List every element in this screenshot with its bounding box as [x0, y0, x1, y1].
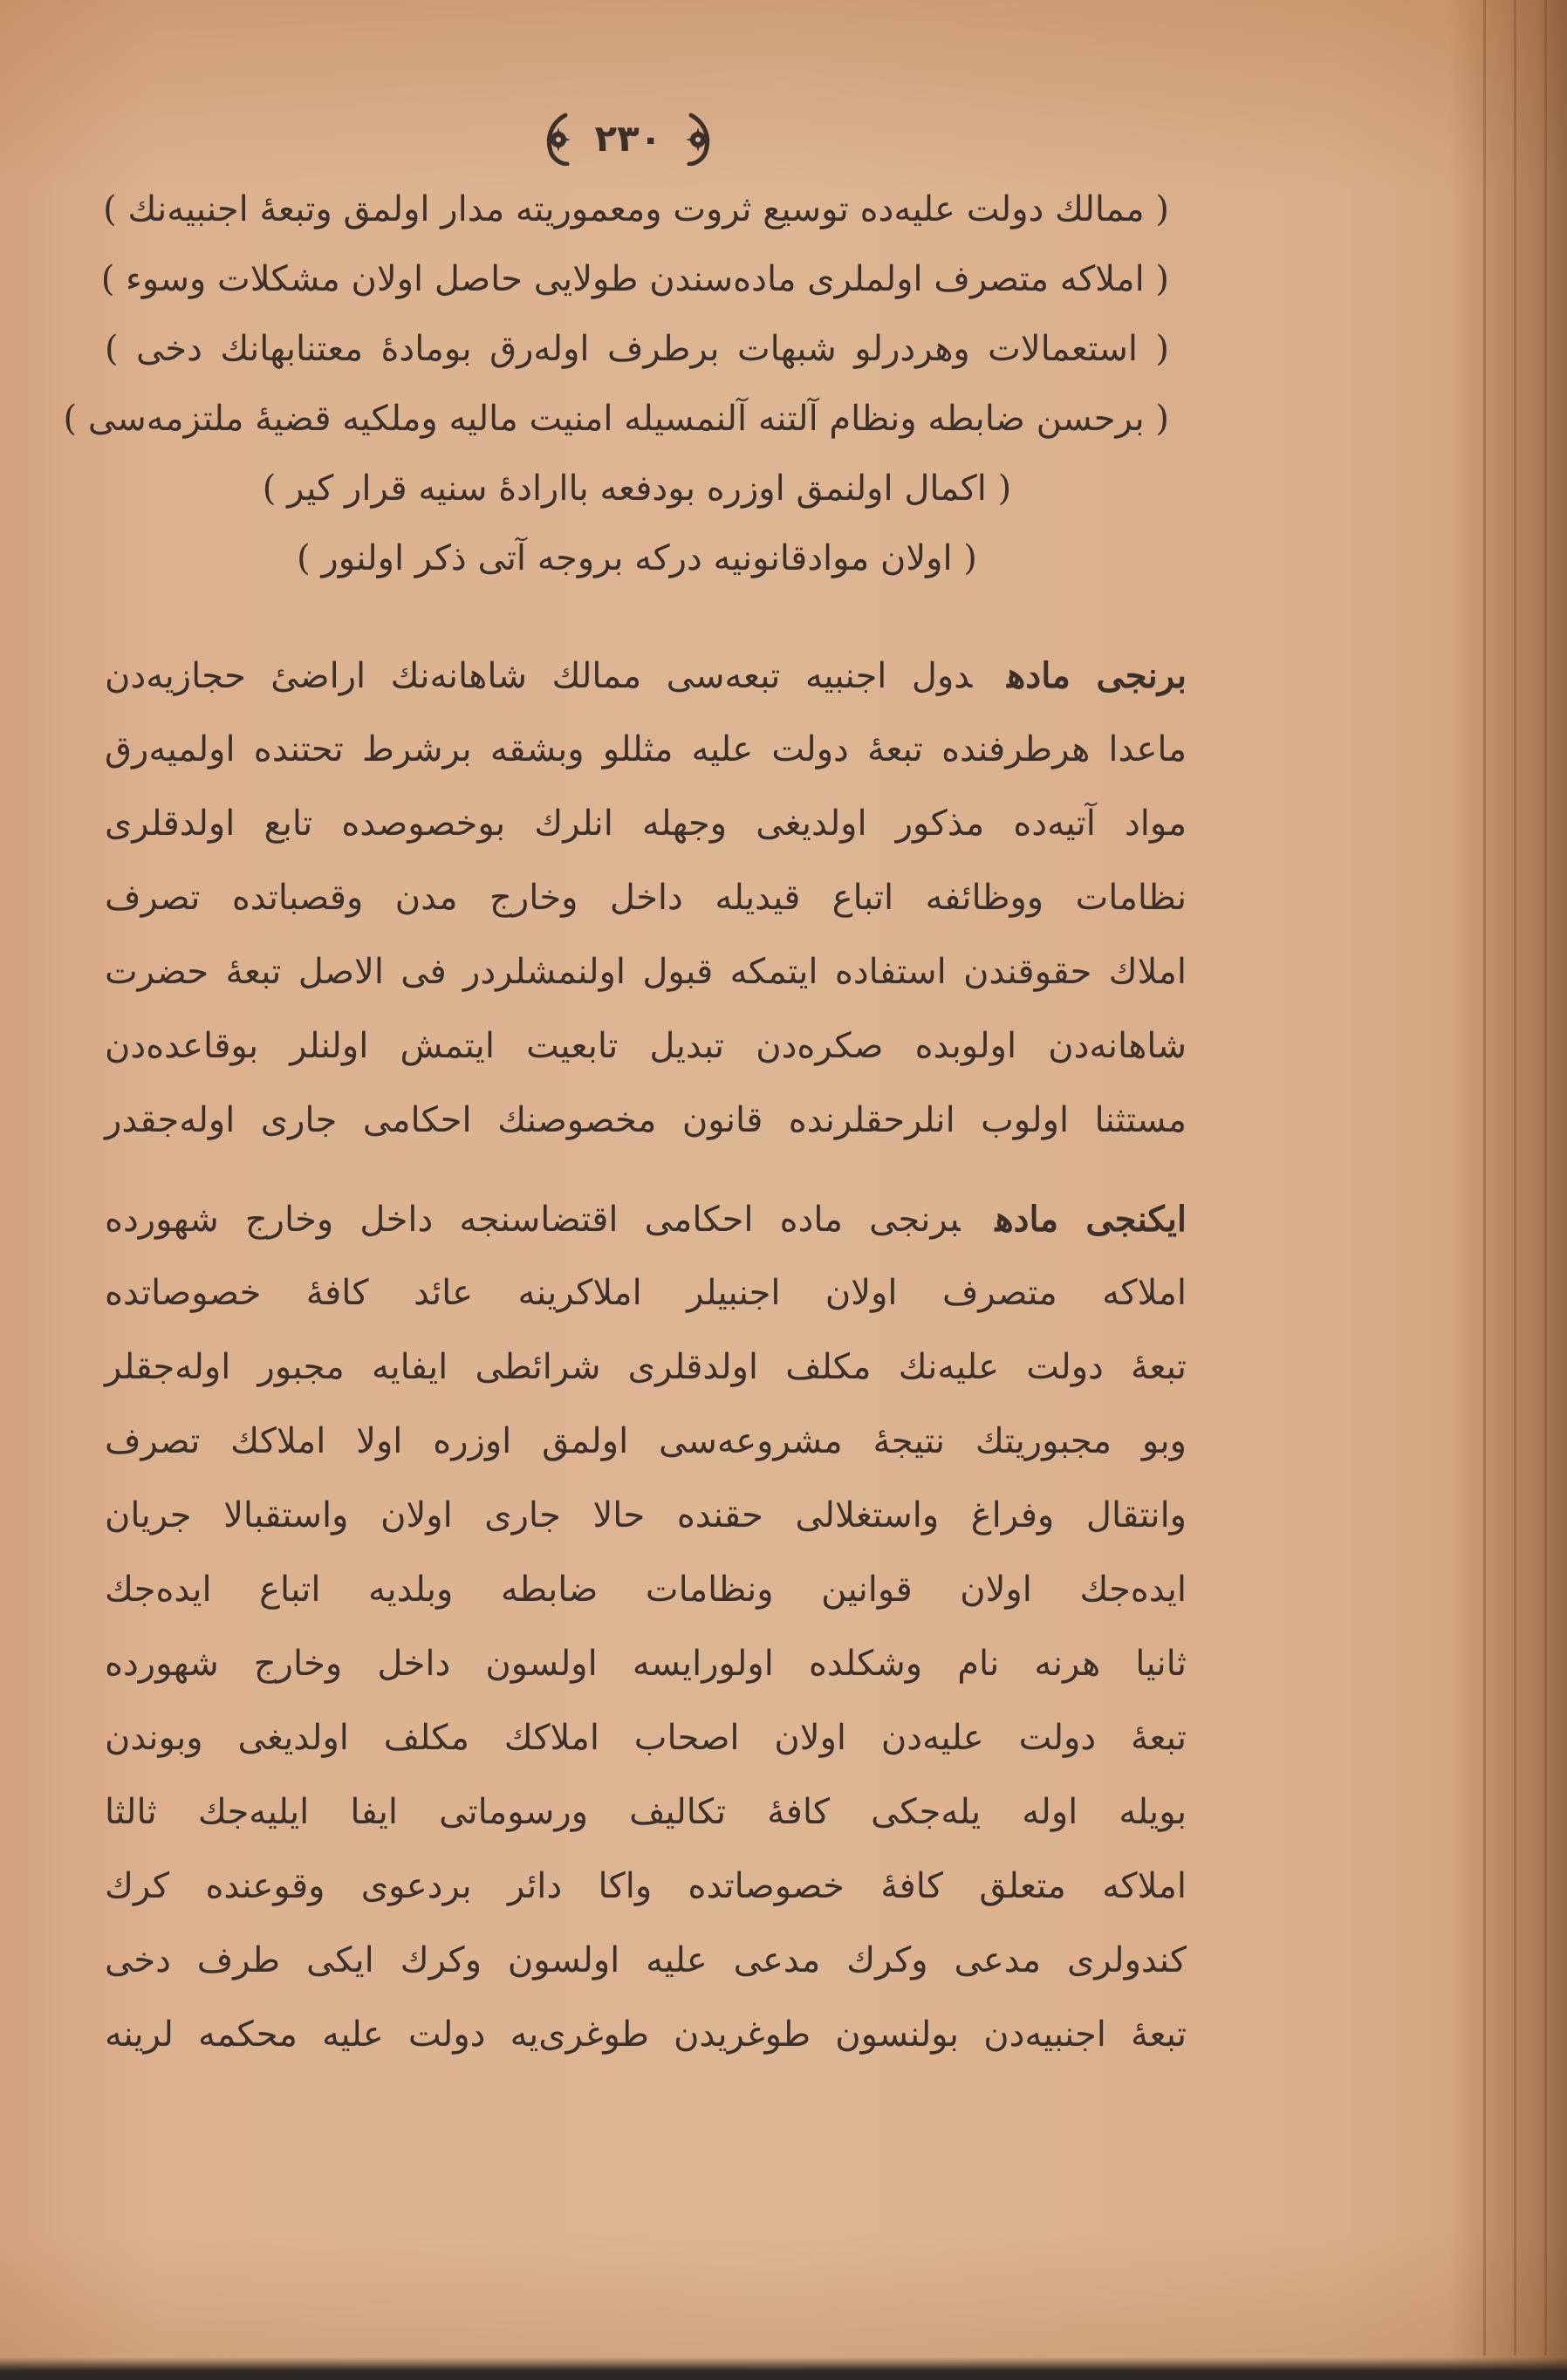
page-number: ٢٣٠: [594, 116, 662, 160]
article-line: وانتقال وفراغ واستغلالى حقنده حالا جارى اولان واستقبالا جريان: [105, 1495, 1187, 1535]
article-title: ايكنجى ماده: [995, 1199, 1187, 1240]
article-line: تبعهٔ دولت عليه‌دن اولان اصحاب املاكك مكلف اولديغى وبوندن: [105, 1718, 1187, 1758]
floral-ornament-icon: [681, 110, 717, 166]
article-line: املاك حقوقندن استفاده ايتمكه قبول اولنمشلردر فى الاصل تبعهٔ حضرت: [105, 952, 1187, 992]
page-edge: [1544, 0, 1547, 2356]
article-text: دول اجنبيه تبعه‌سى ممالك شاهانه‌نك اراضىٔ حجازيه‌دن: [105, 656, 973, 696]
page-edge: [1514, 0, 1516, 2356]
article-line: ثانيا هرنه نام وشكلده اولورايسه اولسون داخل وخارج شهورده: [105, 1644, 1187, 1684]
article-line: ايده‌جك اولان قوانين ونظامات ضابطه وبلديه اتباع ايده‌جك: [105, 1570, 1187, 1610]
article-line: وبو مجبوريتك نتيجهٔ مشروعه‌سى اولمق اوزره اولا املاكك تصرف: [105, 1421, 1187, 1461]
article-2: [105, 1182, 1187, 2072]
summary-line: ( استعمالات وهردرلو شبهات برطرف اوله‌رق بوماده‌ٔ معتنابهانك دخى ): [105, 329, 1169, 369]
article-line: نظامات ووظائفه اتباع قيديله داخل وخارج مدن وقصباتده تصرف: [105, 878, 1187, 918]
article-line: مستثنا اولوب انلرحقلرنده قانون مخصوصنك احكامى جارى اوله‌جقدر: [105, 1100, 1187, 1140]
article-line: املاكه متعلق كافهٔ خصوصاتده واكا دائر بردعوى وقوعنده كرك: [105, 1866, 1187, 1906]
article-line: تبعهٔ اجنبيه‌دن بولنسون طوغريدن طوغرى‌يه دولت عليه محكمه لرينه: [105, 2014, 1187, 2055]
article-1: [105, 639, 1187, 1158]
scan-border: [0, 2357, 1567, 2380]
article-line: مواد آتيه‌ده مذكور اولديغى وجهله انلرك بوخصوصده تابع اولدقلرى: [105, 804, 1187, 844]
summary-line: ( ممالك دولت عليه‌ده توسيع ثروت ومعموريته مدار اولمق وتبعهٔ اجنبيه‌نك ): [103, 189, 1169, 229]
summary-line: ( املاكه متصرف اولملرى ماده‌سندن طولايى حاصل اولان مشكلات وسوء ): [100, 259, 1169, 299]
article-line: ماعدا هرطرفنده تبعهٔ دولت عليه مثللو وبشقه برشرط تحتنده اولميه‌رق: [105, 729, 1187, 769]
article-line: بويله اوله‌ يله‌جكى كافهٔ تكاليف ورسوماتى ايفا ايليه‌جك ثالثا: [105, 1792, 1187, 1832]
article-line: املاكه متصرف اولان اجنبيلر املاكرينه عائد كافهٔ خصوصاتده: [105, 1273, 1187, 1313]
article-text: برنجى ماده احكامى اقتضاسنجه داخل وخارج شهورده: [105, 1200, 961, 1240]
summary-line: ( اكمال اولنمق اوزره بودفعه باارادهٔ سنيه قرار كير ): [262, 468, 1012, 509]
article-line: تبعهٔ دولت عليه‌نك مكلف اولدقلرى شرائطى ايفايه مجبور اوله‌جقلر: [105, 1347, 1187, 1387]
article-line: كندولرى مدعى وكرك مدعى عليه اولسون وكرك ايكى طرف دخى: [105, 1940, 1187, 1980]
summary-line: ( اولان موادقانونيه دركه بروجه آتى ذكر اولنور ): [297, 538, 977, 578]
article-title: برنجى ماده: [1007, 655, 1187, 696]
article-line: شاهانه‌دن اولوبده صكره‌دن تبديل تابعيت ايتمش اولنلر بوقاعده‌دن: [105, 1026, 1187, 1066]
summary-line: ( برحسن ضابطه ونظام آلتنه آلنمسيله امنيت ماليه وملكيه قضيهٔ ملتزمه‌سى ): [63, 399, 1169, 439]
article-line: [105, 639, 1187, 713]
floral-ornament-icon: [539, 110, 576, 166]
summary-block: [63, 174, 1169, 593]
page-header: [523, 103, 733, 173]
page-edge: [1483, 0, 1486, 2356]
article-line: [105, 1182, 1187, 1256]
